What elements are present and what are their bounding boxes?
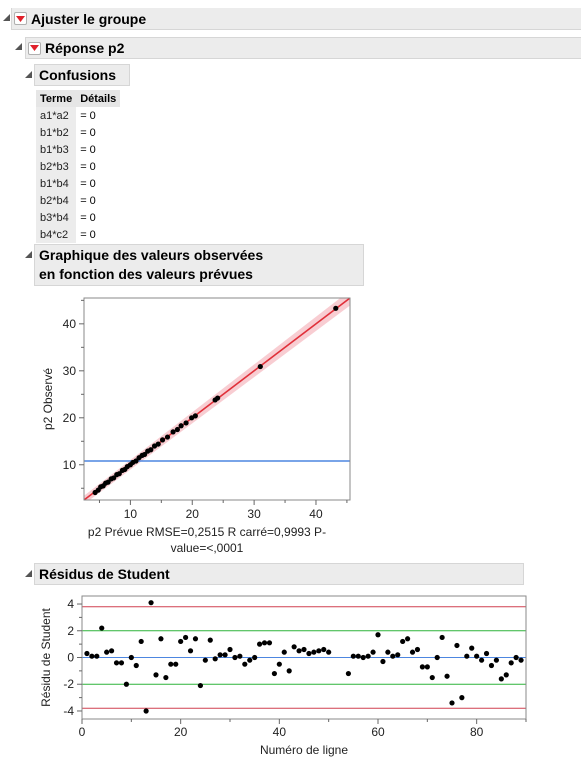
x-axis-label: Numéro de ligne [259, 743, 349, 757]
column-header-details: Détails [76, 90, 120, 107]
data-point [104, 650, 109, 655]
y-tick-label: -2 [63, 677, 74, 692]
data-point [410, 650, 415, 655]
data-point [218, 652, 223, 657]
data-point [474, 654, 479, 659]
data-point [168, 662, 173, 667]
data-point [333, 306, 338, 311]
data-point [237, 654, 242, 659]
data-point [518, 658, 523, 663]
data-point [301, 647, 306, 652]
data-point [124, 682, 129, 687]
data-point [183, 420, 188, 425]
y-tick-label: 30 [62, 363, 76, 378]
actual-by-predicted-header [34, 244, 364, 286]
data-point [321, 647, 326, 652]
response-title: Réponse p2 [45, 40, 125, 56]
data-point [99, 625, 104, 630]
data-point [464, 654, 469, 659]
data-point [292, 644, 297, 649]
term-cell: b1*b4 [36, 175, 76, 192]
data-point [272, 671, 277, 676]
data-point [148, 447, 153, 452]
data-point [494, 658, 499, 663]
data-point [400, 639, 405, 644]
term-cell: b1*b3 [36, 141, 76, 158]
data-point [375, 632, 380, 637]
data-point [287, 668, 292, 673]
table-row [36, 226, 120, 243]
y-axis-label: p2 Observé [41, 367, 55, 431]
data-point [203, 658, 208, 663]
data-point [252, 655, 257, 660]
table-row [36, 124, 120, 141]
data-point [129, 655, 134, 660]
x-tick-label: 30 [247, 507, 261, 521]
details-cell: = 0 [80, 177, 96, 190]
actual-by-predicted-title-line1: Graphique des valeurs observées [39, 247, 264, 263]
data-point [153, 672, 158, 677]
data-point [366, 654, 371, 659]
table-row [36, 141, 120, 158]
data-point [326, 650, 331, 655]
data-point [258, 364, 263, 369]
data-point [380, 659, 385, 664]
x-tick-label: 80 [469, 725, 484, 739]
data-point [509, 660, 514, 665]
x-axis-label-line2: value=<,0001 [170, 541, 244, 555]
x-tick-label: 20 [173, 725, 188, 739]
table-row [36, 107, 120, 124]
term-cell: a1*a2 [36, 107, 76, 124]
data-point [173, 662, 178, 667]
data-point [282, 650, 287, 655]
data-point [175, 427, 180, 432]
details-cell: = 0 [80, 194, 96, 207]
data-point [139, 639, 144, 644]
term-cell: b3*b4 [36, 209, 76, 226]
data-point [484, 651, 489, 656]
data-point [222, 652, 227, 657]
details-cell: = 0 [80, 109, 96, 122]
data-point [183, 635, 188, 640]
data-point [351, 654, 356, 659]
x-tick-label: 60 [371, 725, 385, 739]
data-point [215, 395, 220, 400]
data-point [156, 441, 161, 446]
table-row [36, 192, 120, 209]
table-row [36, 209, 120, 226]
data-point [165, 434, 170, 439]
fit-group-title: Ajuster le groupe [31, 10, 147, 27]
data-point [415, 647, 420, 652]
x-tick-label: 40 [272, 725, 287, 739]
data-point [267, 640, 272, 645]
data-point [89, 654, 94, 659]
details-cell: = 0 [80, 211, 96, 224]
y-tick-label: 40 [62, 316, 76, 331]
term-cell: b1*b2 [36, 124, 76, 141]
y-tick-label: -4 [63, 703, 74, 718]
data-point [193, 413, 198, 418]
data-point [385, 650, 390, 655]
confusions-title: Confusions [39, 67, 116, 83]
data-point [114, 660, 119, 665]
data-point [425, 664, 430, 669]
data-point [499, 676, 504, 681]
data-point [440, 635, 445, 640]
data-point [430, 675, 435, 680]
data-point [311, 650, 316, 655]
data-point [420, 664, 425, 669]
y-tick-label: 4 [67, 597, 74, 612]
fit-group-header [11, 8, 581, 30]
data-point [193, 636, 198, 641]
data-point [227, 647, 232, 652]
data-point [163, 675, 168, 680]
data-point [454, 643, 459, 648]
details-cell: = 0 [80, 143, 96, 156]
data-point [109, 648, 114, 653]
data-point [277, 662, 282, 667]
confusions-header [34, 64, 130, 86]
red-triangle-menu-icon[interactable] [14, 12, 27, 25]
studentized-residuals-plot [36, 592, 576, 762]
y-tick-label: 0 [67, 650, 74, 665]
x-tick-label: 0 [78, 725, 86, 739]
table-row [36, 175, 120, 192]
confusions-table [36, 90, 120, 243]
details-cell: = 0 [80, 228, 96, 241]
data-point [247, 658, 252, 663]
data-point [469, 646, 474, 651]
data-point [435, 655, 440, 660]
term-cell: b2*b3 [36, 158, 76, 175]
data-point [346, 671, 351, 676]
data-point [160, 437, 165, 442]
data-point [262, 640, 267, 645]
y-tick-label: 10 [62, 457, 76, 472]
data-point [306, 651, 311, 656]
data-point [395, 652, 400, 657]
actual-by-predicted-title-line2: en fonction des valeurs prévues [39, 266, 253, 282]
data-point [390, 654, 395, 659]
collapse-triangle-icon[interactable] [24, 70, 33, 79]
actual-by-predicted-plot [36, 292, 366, 557]
data-point [213, 656, 218, 661]
data-point [316, 648, 321, 653]
data-point [144, 708, 149, 713]
x-tick-label: 20 [185, 507, 199, 521]
data-point [158, 636, 163, 641]
data-point [94, 654, 99, 659]
studentized-residuals-header [34, 563, 524, 585]
data-point [242, 662, 247, 667]
data-point [84, 651, 89, 656]
details-cell: = 0 [80, 160, 96, 173]
y-tick-label: 2 [67, 623, 74, 638]
data-point [356, 654, 361, 659]
term-cell: b4*c2 [36, 226, 76, 243]
collapse-triangle-icon[interactable] [2, 13, 11, 22]
data-point [444, 674, 449, 679]
x-tick-label: 40 [309, 507, 323, 521]
data-point [188, 648, 193, 653]
data-point [489, 663, 494, 668]
data-point [119, 660, 124, 665]
data-point [296, 648, 301, 653]
data-point [208, 638, 213, 643]
data-point [198, 683, 203, 688]
data-point [459, 695, 464, 700]
data-point [479, 658, 484, 663]
red-triangle-menu-icon[interactable] [28, 42, 41, 55]
data-point [134, 663, 139, 668]
data-point [361, 655, 366, 660]
data-point [370, 650, 375, 655]
studentized-residuals-title: Résidus de Student [39, 566, 170, 582]
details-cell: = 0 [80, 126, 96, 139]
x-axis-label-line1: p2 Prévue RMSE=0,2515 R carré=0,9993 P- [87, 525, 327, 539]
data-point [405, 636, 410, 641]
table-row [36, 158, 120, 175]
data-point [178, 639, 183, 644]
y-tick-label: 20 [62, 410, 76, 425]
data-point [504, 672, 509, 677]
data-point [257, 642, 262, 647]
data-point [449, 700, 454, 705]
collapse-triangle-icon[interactable] [14, 42, 23, 51]
response-header [25, 37, 581, 59]
data-point [148, 600, 153, 605]
y-axis-label: Résidu de Student [39, 608, 53, 707]
x-tick-label: 10 [123, 507, 138, 521]
term-cell: b2*b4 [36, 192, 76, 209]
collapse-triangle-icon[interactable] [24, 569, 33, 578]
data-point [179, 423, 184, 428]
collapse-triangle-icon[interactable] [24, 250, 33, 259]
data-point [514, 655, 519, 660]
column-header-term: Terme [36, 90, 76, 107]
data-point [232, 655, 237, 660]
